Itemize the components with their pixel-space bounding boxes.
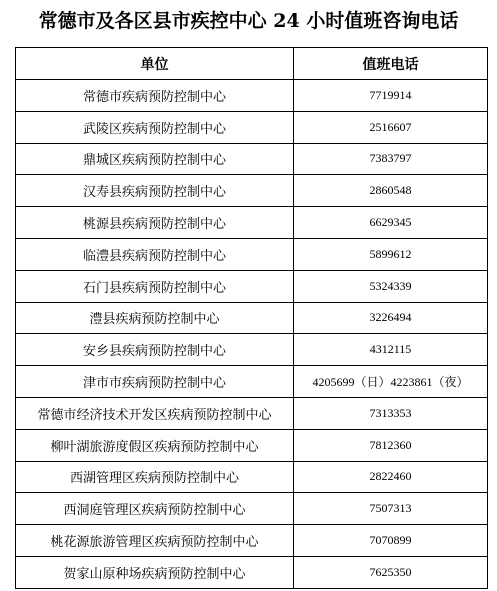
phone-number: 2860548 xyxy=(294,175,488,207)
phone-number: 7070899 xyxy=(294,525,488,557)
table-row xyxy=(16,366,488,398)
unit-name: 汉寿县疾病预防控制中心 xyxy=(16,175,294,207)
phone-number: 2822460 xyxy=(294,461,488,493)
table-row xyxy=(16,175,488,207)
unit-name: 武陵区疾病预防控制中心 xyxy=(16,111,294,143)
table-row xyxy=(16,429,488,461)
table-row xyxy=(16,556,488,588)
table-row xyxy=(16,334,488,366)
unit-name: 津市市疾病预防控制中心 xyxy=(16,366,294,398)
unit-name: 鼎城区疾病预防控制中心 xyxy=(16,143,294,175)
phone-number: 5899612 xyxy=(294,238,488,270)
unit-name: 常德市疾病预防控制中心 xyxy=(16,80,294,112)
phone-number: 7507313 xyxy=(294,493,488,525)
column-header-unit: 单位 xyxy=(16,48,294,80)
table-row xyxy=(16,207,488,239)
phone-number: 2516607 xyxy=(294,111,488,143)
table-row xyxy=(16,80,488,112)
unit-name: 桃源县疾病预防控制中心 xyxy=(16,207,294,239)
table-row xyxy=(16,111,488,143)
phone-number: 7812360 xyxy=(294,429,488,461)
table-row xyxy=(16,270,488,302)
unit-name: 西洞庭管理区疾病预防控制中心 xyxy=(16,493,294,525)
page-title: 常德市及各区县市疾控中心 24 小时值班咨询电话 xyxy=(38,10,459,32)
duty-phone-table xyxy=(15,47,488,589)
phone-number: 7625350 xyxy=(294,556,488,588)
unit-name: 石门县疾病预防控制中心 xyxy=(16,270,294,302)
phone-number: 6629345 xyxy=(294,207,488,239)
phone-number: 7719914 xyxy=(294,80,488,112)
unit-name: 澧县疾病预防控制中心 xyxy=(16,302,294,334)
unit-name: 临澧县疾病预防控制中心 xyxy=(16,238,294,270)
phone-number: 5324339 xyxy=(294,270,488,302)
unit-name: 安乡县疾病预防控制中心 xyxy=(16,334,294,366)
phone-number: 7383797 xyxy=(294,143,488,175)
table-header-row xyxy=(16,48,488,80)
phone-number: 7313353 xyxy=(294,397,488,429)
table-row xyxy=(16,493,488,525)
phone-number: 4205699（日）4223861（夜） xyxy=(294,366,488,398)
table-body xyxy=(16,80,488,589)
unit-name: 柳叶湖旅游度假区疾病预防控制中心 xyxy=(16,429,294,461)
table-row xyxy=(16,525,488,557)
unit-name: 西湖管理区疾病预防控制中心 xyxy=(16,461,294,493)
unit-name: 贺家山原种场疾病预防控制中心 xyxy=(16,556,294,588)
table-row xyxy=(16,143,488,175)
column-header-phone: 值班电话 xyxy=(294,48,488,80)
unit-name: 桃花源旅游管理区疾病预防控制中心 xyxy=(16,525,294,557)
phone-number: 3226494 xyxy=(294,302,488,334)
table-row xyxy=(16,302,488,334)
table-row xyxy=(16,238,488,270)
unit-name: 常德市经济技术开发区疾病预防控制中心 xyxy=(16,397,294,429)
table-row xyxy=(16,397,488,429)
phone-number: 4312115 xyxy=(294,334,488,366)
table-row xyxy=(16,461,488,493)
